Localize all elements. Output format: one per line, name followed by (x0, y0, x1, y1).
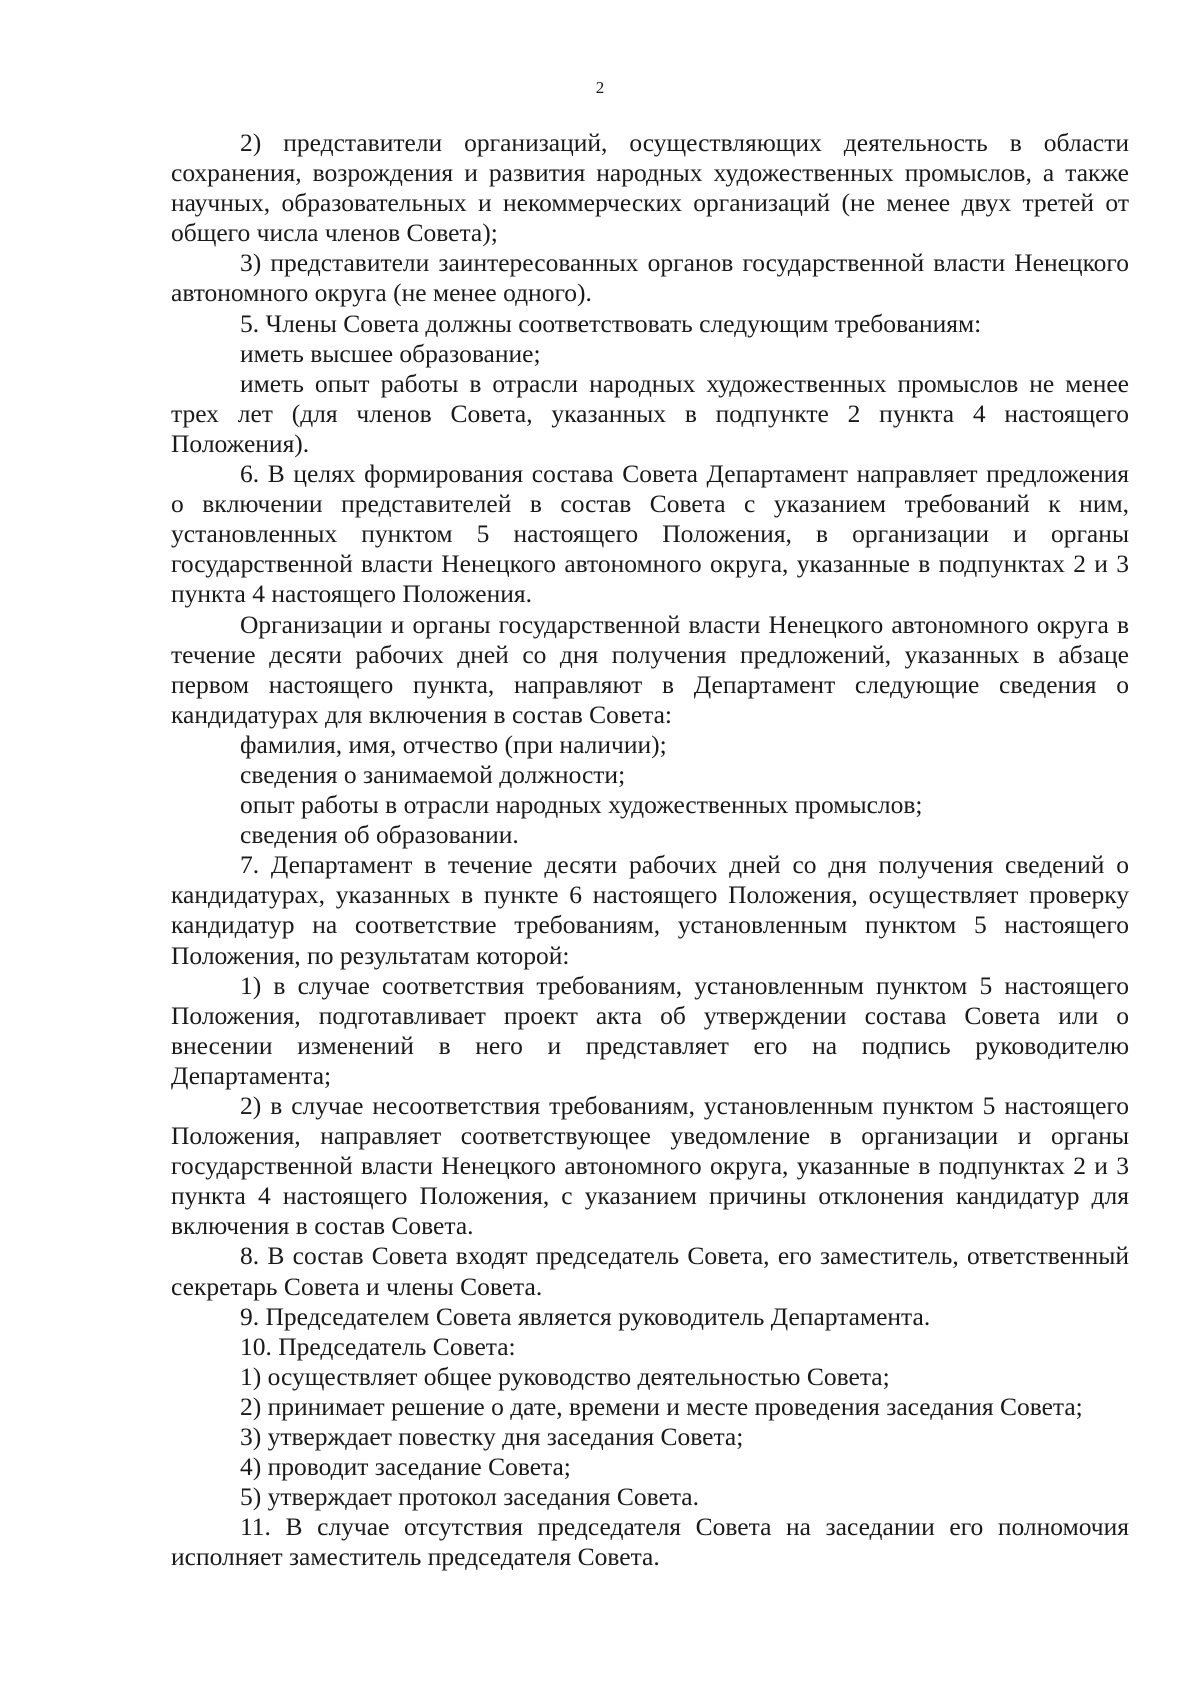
paragraph-requirement-experience: иметь опыт работы в отрасли народных художественных промыслов не менее трех лет (для членов Совета, указанных в подпункте 2 пункта 4 настоящего Положения). (171, 368, 1129, 458)
paragraph-clause-7-item-1: 1) в случае соответствия требованиям, установленным пунктом 5 настоящего Положения, подготавливает проект акта об утверждении состава Совета или о внесении изменений в него и представляет его на подпись руководителю Департамента; (171, 970, 1129, 1090)
paragraph-info-education: сведения об образовании. (240, 820, 519, 850)
paragraph-clause-10-item-3: 3) утверждает повестку дня заседания Совета; (240, 1422, 744, 1452)
paragraph-clause-7: 7. Департамент в течение десяти рабочих дней со дня получения сведений о кандидатурах, указанных в пункте 6 настоящего Положения, осуществляет проверку кандидатур на соответствие требованиям, установленным пунктом 5 настоящего Положения, по результатам которой: (171, 850, 1129, 970)
paragraph-clause-8: 8. В состав Совета входят председатель Совета, его заместитель, ответственный секретарь Совета и члены Совета. (171, 1241, 1129, 1301)
paragraph-info-experience: опыт работы в отрасли народных художественных промыслов; (240, 790, 923, 820)
paragraph-clause-6-organizations: Организации и органы государственной власти Ненецкого автономного округа в течение десяти рабочих дней со дня получения предложений, указанных в абзаце первом настоящего пункта, направляют в Департамент следующие сведения о кандидатурах для включения в состав Совета: (171, 609, 1129, 729)
paragraph-item-2: 2) представители организаций, осуществляющих деятельность в области сохранения, возрождения и развития народных художественных промыслов, а также научных, образовательных и некоммерческих организаций (не менее двух третей от общего числа членов Совета); (171, 128, 1129, 248)
paragraph-clause-10-item-2: 2) принимает решение о дате, времени и месте проведения заседания Совета; (240, 1391, 1083, 1421)
paragraph-clause-10-item-5: 5) утверждает протокол заседания Совета. (240, 1482, 699, 1512)
paragraph-clause-10-item-1: 1) осуществляет общее руководство деятельностью Совета; (240, 1361, 890, 1391)
paragraph-clause-10: 10. Председатель Совета: (240, 1331, 516, 1361)
paragraph-item-3: 3) представители заинтересованных органов государственной власти Ненецкого автономного округа (не менее одного). (171, 248, 1129, 308)
paragraph-clause-5: 5. Члены Совета должны соответствовать следующим требованиям: (240, 308, 982, 338)
paragraph-clause-6: 6. В целях формирования состава Совета Департамент направляет предложения о включении представителей в состав Совета с указанием требований к ним, установленных пунктом 5 настоящего Положения, в организации и органы государственной власти Ненецкого автономного округа, указанные в подпунктах 2 и 3 пункта 4 настоящего Положения. (171, 459, 1129, 609)
paragraph-clause-11: 11. В случае отсутствия председателя Совета на заседании его полномочия исполняет заместитель председателя Совета. (171, 1512, 1129, 1572)
paragraph-info-name: фамилия, имя, отчество (при наличии); (240, 729, 667, 759)
paragraph-info-position: сведения о занимаемой должности; (240, 759, 626, 789)
paragraph-clause-9: 9. Председателем Совета является руководитель Департамента. (240, 1301, 931, 1331)
document-body (171, 128, 1129, 1573)
paragraph-clause-7-item-2: 2) в случае несоответствия требованиям, установленным пунктом 5 настоящего Положения, направляет соответствующее уведомление в организации и органы государственной власти Ненецкого автономного округа, указанные в подпунктах 2 и 3 пункта 4 настоящего Положения, с указанием причины отклонения кандидатур для включения в состав Совета. (171, 1091, 1129, 1241)
paragraph-clause-10-item-4: 4) проводит заседание Совета; (240, 1452, 571, 1482)
paragraph-requirement-education: иметь высшее образование; (240, 338, 541, 368)
page-number: 2 (595, 78, 605, 97)
